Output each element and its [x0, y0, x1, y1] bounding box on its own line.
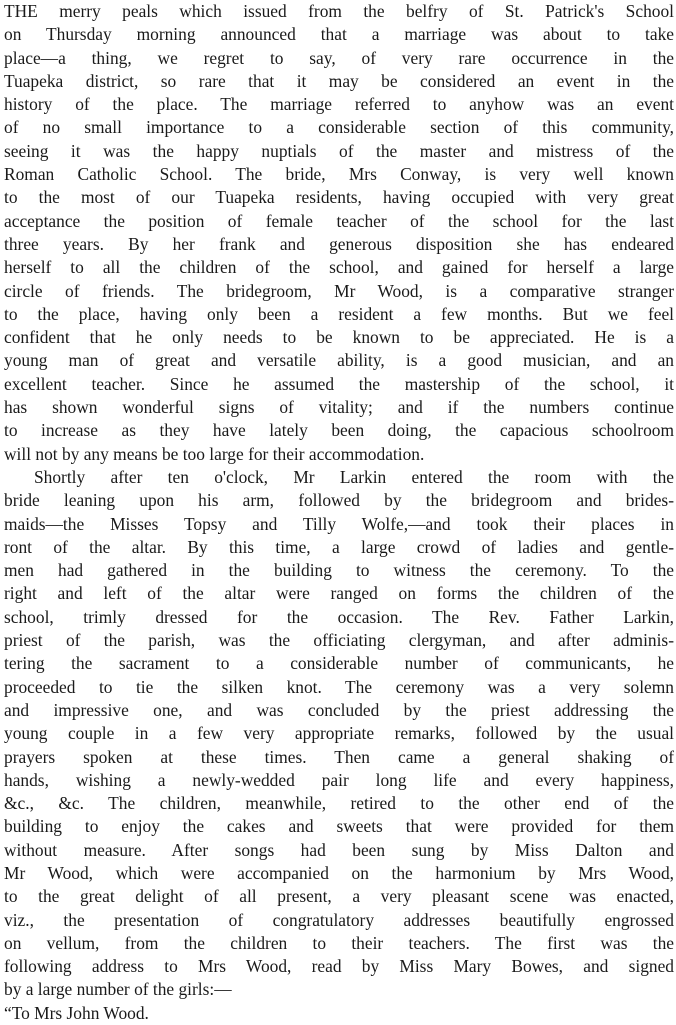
text-line: bride leaning upon his arm, followed by the bridegroom and brides-	[4, 490, 674, 511]
text-line: has shown wonderful signs of vitality; and if the numbers continue	[4, 397, 674, 418]
text-line: young man of great and versatile ability, is a good musician, and an	[4, 350, 674, 371]
text-line: prayers spoken at these times. Then came a general shaking of	[4, 746, 674, 767]
text-line: to the great delight of all present, a very pleasant scene was enacted,	[4, 886, 674, 907]
text-line: circle of friends. The bridegroom, Mr Wood, is a comparative stranger	[4, 280, 674, 301]
text-line: Tuapeka district, so rare that it may be considered an event in the	[4, 70, 674, 91]
text-line: to increase as they have lately been doing, the capacious schoolroom	[4, 420, 674, 441]
paragraph-ceremony	[4, 466, 674, 1025]
text-line: right and left of the altar were ranged on forms the children of the	[4, 583, 674, 604]
text-line: place—a thing, we regret to say, of very rare occurrence in the	[4, 47, 674, 68]
text-line: confident that he only needs to be known to be appreciated. He is a	[4, 327, 674, 348]
text-line: on Thursday morning announced that a marriage was about to take	[4, 24, 674, 45]
text-line: &c., &c. The children, meanwhile, retired to the other end of the	[4, 793, 674, 814]
text-line: priest of the parish, was the officiating clergyman, and after adminis-	[4, 630, 674, 651]
text-line: building to enjoy the cakes and sweets that were provided for them	[4, 816, 674, 837]
text-line: will not by any means be too large for their accommodation.	[4, 443, 425, 464]
text-line: men had gathered in the building to witness the ceremony. To the	[4, 560, 674, 581]
text-line: school, trimly dressed for the occasion. The Rev. Father Larkin,	[4, 606, 674, 627]
text-line: on vellum, from the children to their teachers. The first was the	[4, 932, 674, 953]
text-line: excellent teacher. Since he assumed the mastership of the school, it	[4, 373, 674, 394]
text-line: seeing it was the happy nuptials of the master and mistress of the	[4, 140, 674, 161]
text-line: tering the sacrament to a considerable number of communicants, he	[4, 653, 674, 674]
text-line: acceptance the position of female teacher of the school for the last	[4, 210, 674, 231]
text-line: without measure. After songs had been sung by Miss Dalton and	[4, 839, 674, 860]
text-line: Roman Catholic School. The bride, Mrs Conway, is very well known	[4, 164, 674, 185]
text-line: THE merry peals which issued from the belfry of St. Patrick's School	[4, 1, 674, 21]
text-line: to the most of our Tuapeka residents, having occupied with very great	[4, 187, 674, 208]
text-line: viz., the presentation of congratulatory addresses beautifully engrossed	[4, 909, 674, 930]
text-line: young couple in a few very appropriate remarks, followed by the usual	[4, 723, 674, 744]
text-line: maids—the Misses Topsy and Tilly Wolfe,—and took their places in	[4, 513, 674, 534]
text-line: Shortly after ten o'clock, Mr Larkin entered the room with the	[34, 466, 674, 487]
text-line: Mr Wood, which were accompanied on the harmonium by Mrs Wood,	[4, 862, 674, 883]
text-line: ront of the altar. By this time, a large crowd of ladies and gentle-	[4, 536, 674, 557]
text-line: of no small importance to a considerable section of this community,	[4, 117, 674, 138]
address-heading: “To Mrs John Wood.	[4, 1002, 149, 1023]
text-line: proceeded to tie the silken knot. The ceremony was a very solemn	[4, 676, 674, 697]
article-column	[4, 0, 674, 1025]
text-line: to the place, having only been a resident a few months. But we feel	[4, 303, 674, 324]
paragraph-opening	[4, 0, 674, 466]
text-line: herself to all the children of the school, and gained for herself a large	[4, 257, 674, 278]
text-line: history of the place. The marriage referred to anyhow was an event	[4, 94, 674, 115]
text-line: by a large number of the girls:—	[4, 979, 232, 1000]
text-line: following address to Mrs Wood, read by Miss Mary Bowes, and signed	[4, 956, 674, 977]
text-line: three years. By her frank and generous disposition she has endeared	[4, 233, 674, 254]
text-line: and impressive one, and was concluded by the priest addressing the	[4, 699, 674, 720]
text-line: hands, wishing a newly-wedded pair long life and every happiness,	[4, 769, 674, 790]
